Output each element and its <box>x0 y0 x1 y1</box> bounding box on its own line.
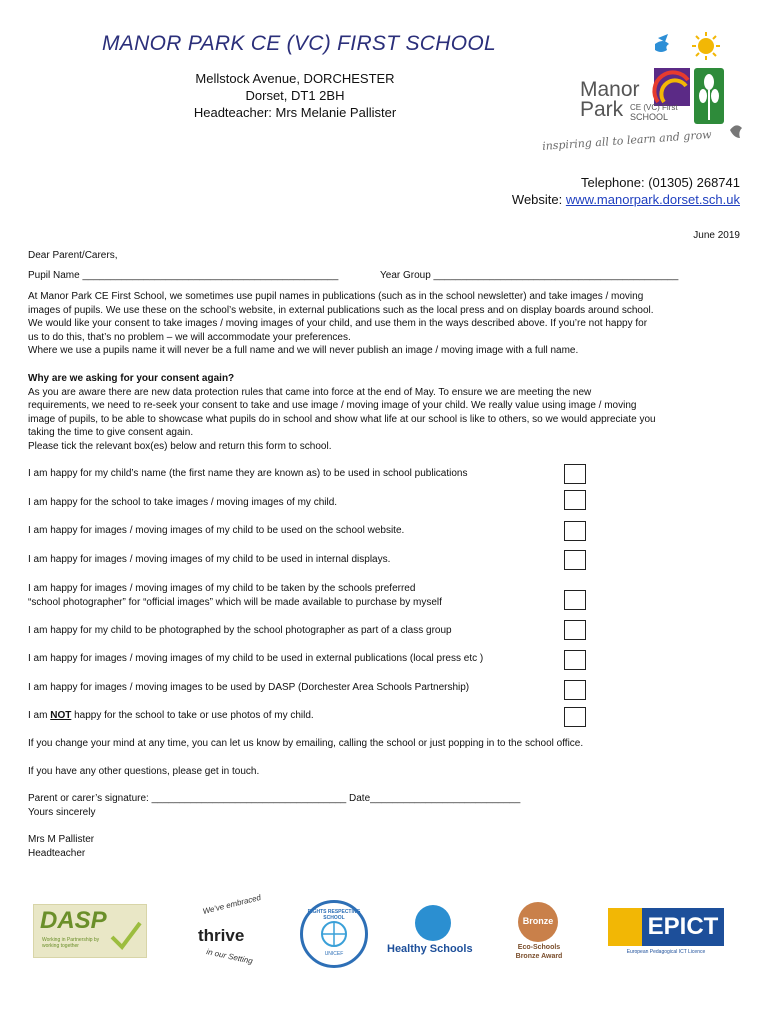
consent-checkbox[interactable] <box>564 620 586 640</box>
letter-date: June 2019 <box>693 230 740 241</box>
eco-schools-text: Eco-Schools <box>517 944 561 951</box>
logo-sub-2: SCHOOL <box>630 112 669 122</box>
signature-line[interactable]: Parent or carer’s signature: ___________________________________ Date___________________________ <box>28 793 521 804</box>
consent-checkbox[interactable] <box>564 490 586 510</box>
pupil-name-field[interactable]: Pupil Name ______________________________________________ <box>28 270 339 281</box>
healthy-schools-text: Healthy Schools <box>387 943 473 955</box>
consent-item-text: I am happy for images / moving images of my child to be used on the school website. <box>28 525 405 536</box>
logo-sub-1: CE (VC) First <box>630 103 678 112</box>
consent-item-text: I am happy for my child to be photographed by the school photographer as part of a class group <box>28 625 452 636</box>
epict-text: EPICT <box>642 908 724 946</box>
why-line: requirements, we need to re-seek your consent to take and use image / moving image of your child. We really value using image / moving <box>28 400 637 411</box>
consent-item-text: I am NOT happy for the school to take or use photos of my child. <box>28 710 314 721</box>
intro-line: us to do this, that’s no problem – we will accommodate your preferences. <box>28 331 351 343</box>
website-label: Website: <box>511 192 566 207</box>
why-line: taking the time to give consent again. <box>28 427 194 438</box>
signoff-title: Headteacher <box>28 848 86 859</box>
thrive-logo <box>192 892 272 968</box>
consent-item-text: I am happy for my child’s name (the first name they are known as) to be used in school publications <box>28 468 468 479</box>
intro-line: Where we use a pupils name it will never be a full name and we will never publish an image / moving image with a full name. <box>28 345 579 356</box>
eco-schools-logo <box>504 900 574 970</box>
rights-respecting-logo <box>300 900 368 968</box>
other-questions-text: If you have any other questions, please get in touch. <box>28 766 260 777</box>
eco-award-text: Bronze Award <box>515 953 563 960</box>
consent-checkbox[interactable] <box>564 521 586 541</box>
consent-checkbox[interactable] <box>564 650 586 670</box>
consent-item-text: I am happy for images / moving images to be used by DASP (Dorchester Area Schools Partnership) <box>28 682 470 693</box>
logo-word-park: Park <box>580 98 624 121</box>
consent-checkbox[interactable] <box>564 464 586 484</box>
bronze-text: Bronze <box>522 916 554 926</box>
sun-icon <box>698 38 714 54</box>
consent-checkbox[interactable] <box>564 707 586 727</box>
rights-text: RIGHTS RESPECTING SCHOOL <box>307 909 361 921</box>
logo-tagline: inspiring all to learn and grow <box>541 128 713 153</box>
tick-icon <box>108 919 142 953</box>
dove-icon <box>655 41 669 52</box>
address-line-1: Mellstock Avenue, DORCHESTER <box>195 71 395 86</box>
why-heading: Why are we asking for your consent again? <box>28 373 235 384</box>
school-logo <box>540 30 750 160</box>
website-link[interactable]: www.manorpark.dorset.sch.uk <box>565 192 740 207</box>
dasp-logo <box>33 904 147 958</box>
intro-line: We would like your consent to take images / moving images of your child, and use them in the ways described above. If you’re not happy for <box>28 318 648 329</box>
consent-item-text: I am happy for the school to take images / moving images of my child. <box>28 497 338 508</box>
yours-sincerely: Yours sincerely <box>28 807 96 818</box>
healthy-schools-icon <box>415 905 451 941</box>
epict-sub-text: European Pedagogical ICT Licence <box>626 949 706 955</box>
dasp-logo-text: DASP <box>40 907 107 934</box>
salutation: Dear Parent/Carers, <box>28 250 118 261</box>
intro-paragraph <box>28 290 740 358</box>
why-section <box>28 372 740 453</box>
intro-line: At Manor Park CE First School, we sometimes use pupil names in publications (such as in the school newsletter) and take images / moving <box>28 291 644 302</box>
telephone: Telephone: (01305) 268741 <box>580 175 740 190</box>
year-group-field[interactable]: Year Group ____________________________________________ <box>380 270 679 281</box>
thrive-text: thrive <box>198 926 245 945</box>
not-emphasis: NOT <box>50 710 72 721</box>
thrive-top-text: We've embraced <box>201 892 262 917</box>
consent-checkbox[interactable] <box>564 590 586 610</box>
why-line: image of pupils, to be able to showcase what pupils do in school and show what life at our school is like to others, so we would appreciate you <box>28 413 656 425</box>
bird-icon <box>730 125 742 138</box>
dasp-tagline: Working in Partnership by working together <box>42 937 100 949</box>
epict-logo <box>608 908 724 960</box>
why-line: Please tick the relevant box(es) below and return this form to school. <box>28 440 332 452</box>
intro-line: images of pupils. We use these on the school’s website, in external publications such as the local press and on display boards around school. <box>28 304 654 316</box>
address-line-2: Dorset, DT1 2BH <box>245 88 345 103</box>
change-mind-text: If you change your mind at any time, you can let us know by emailing, calling the school or just popping in to the school office. <box>28 738 584 749</box>
consent-item-text-2: “school photographer” for “official images” which will be made available to purchase by myself <box>28 597 442 608</box>
globe-icon <box>317 919 351 949</box>
consent-checkbox[interactable] <box>564 550 586 570</box>
website-line <box>512 191 740 208</box>
honeycomb-icon <box>608 908 642 946</box>
consent-checkbox[interactable] <box>564 680 586 700</box>
why-line: As you are aware there are new data protection rules that came into force at the end of May. To ensure we are meeting the new <box>28 386 592 398</box>
consent-item-text: I am happy for images / moving images of my child to be used in external publications (local press etc ) <box>28 653 484 664</box>
school-name: MANOR PARK CE (VC) FIRST SCHOOL <box>102 32 496 55</box>
consent-item-text: I am happy for images / moving images of my child to be used in internal displays. <box>28 554 391 565</box>
signoff-name: Mrs M Pallister <box>28 834 95 845</box>
unicef-text: UNICEF <box>324 951 344 957</box>
thrive-bottom-text: in our Setting <box>205 947 254 966</box>
consent-item-text: I am happy for images / moving images of my child to be taken by the schools preferred <box>28 583 416 594</box>
headteacher-line: Headteacher: Mrs Melanie Pallister <box>193 105 397 120</box>
healthy-schools-logo <box>387 905 482 963</box>
logo-word-manor: Manor <box>580 78 640 101</box>
